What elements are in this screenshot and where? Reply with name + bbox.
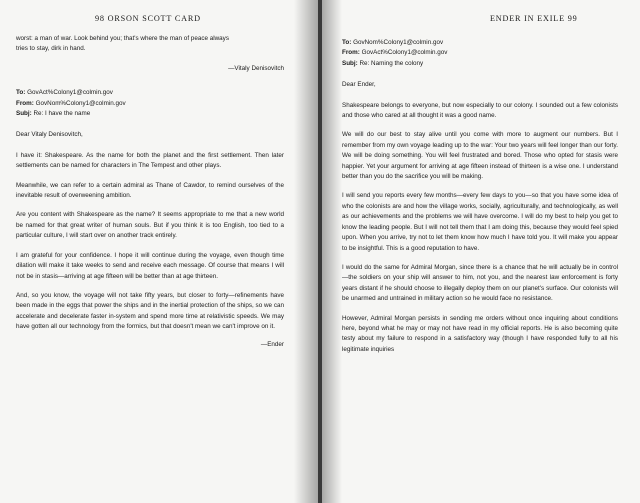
paragraph: However, Admiral Morgan persists in sending me orders without once inquiring about conditions here, beyond what he may or may not have read in my official reports. He is also becoming quite testy about my failure to respond in a satisfactory way (though I have responded fully to all his legitimate inquiries: [342, 314, 618, 353]
book-gutter: [318, 0, 322, 503]
paragraph: Shakespeare belongs to everyone, but now especially to our colony. I sounded out a few colonists and those who cared at all thought it was a good name.: [342, 101, 618, 120]
signature-ender: —Ender: [260, 340, 284, 348]
memo-subj-label: Subj:: [342, 59, 358, 67]
signature-vitaly: —Vitaly Denisovitch: [228, 64, 284, 72]
paragraph: I will send you reports every few months—every few days to you—so that you have some idea of who the colonists are and how the village works, socially, agriculturally, and technologically, as well as our achievements and the problems we will have overcome. I will do my best to help you get to know the leading people. But I will not tell them that I am doing this, because they would feel spied upon. When you arrive, try not to let them know how much I have told you. It will make you appear to be insightful. This is a good reputation to have.: [342, 192, 618, 252]
memo-to-value: GovAct%Colony1@colmin.gov: [27, 89, 113, 97]
memo-subj-value: Re: I have the name: [33, 110, 91, 118]
memo-header-left: [16, 88, 284, 119]
paragraph: I am grateful for your confidence. I hope it will continue during the voyage, even though time dilation will make it take weeks to send and receive each message. Of course that means I will not be in stasis—arriving at age fifteen will be better than at age thirteen.: [16, 251, 284, 280]
right-running-head: ENDER IN EXILE 99: [490, 14, 578, 23]
memo-from-label: From:: [342, 49, 360, 57]
right-page-content: [342, 38, 618, 364]
opening-lines: [16, 34, 284, 55]
right-page: [320, 0, 640, 503]
memo-from-value: GovNom%Colony1@colmin.gov: [35, 99, 126, 107]
memo-to-label: To:: [16, 89, 26, 97]
paragraph: We will do our best to stay alive until you come with more to augment our numbers. But I remember from my own voyage leading up to the war: Your two years will feel longer than our forty. We will be doing something. You will feel frustrated and bored. Those who opted for stasis were happier. Yet your argument for arriving at age fifteen instead of thirteen is a wise one. I understand better than you do the sacrifice you will be making.: [342, 131, 618, 181]
gutter-shadow: [294, 0, 320, 503]
paragraph: I would do the same for Admiral Morgan, since there is a chance that he will actually be in control—the soldiers on your ship will answer to him, not you, and the nearest law enforcement is forty years distant if he should choose to illegally deploy them on our planet's surface. Our colonists will be unarmed and untrained in military action so he would face no resistance.: [342, 263, 618, 303]
paragraph: I have it: Shakespeare. As the name for both the planet and the first settlement. Then later settlements can be named for characters in The Tempest and other plays.: [16, 151, 284, 170]
opening-line: tries to stay, dirk in hand.: [16, 45, 86, 53]
left-running-head: 98 ORSON SCOTT CARD: [95, 14, 201, 23]
paragraph: Meanwhile, we can refer to a certain admiral as Thane of Cawdor, to remind ourselves of the inevitable result of overweening ambition.: [16, 181, 284, 200]
gutter-shadow: [320, 0, 342, 503]
opening-line: worst: a man of war. Look behind you; that's where the man of peace always: [16, 35, 229, 42]
paragraph: And, so you know, the voyage will not take fifty years, but closer to forty—refinements have been made in the eggs that power the ships and in the inertial protection of the ships, so we can accelerate and decelerate faster in-system and spend more time at relativistic speeds. We may have gotten all our technology from the formics, but that doesn't mean we can't improve on it.: [16, 291, 284, 331]
left-page-content: [16, 34, 284, 364]
greeting-left: Dear Vitaly Denisovitch,: [16, 131, 83, 139]
memo-to-value: GovNom%Colony1@colmin.gov: [353, 39, 444, 46]
memo-from-value: GovAct%Colony1@colmin.gov: [361, 49, 448, 57]
memo-to-label: To:: [342, 39, 352, 46]
memo-header-right: [342, 38, 618, 69]
memo-subj-label: Subj:: [16, 110, 32, 118]
greeting-right: Dear Ender,: [342, 81, 376, 89]
memo-from-label: From:: [16, 99, 34, 107]
paragraph: Are you content with Shakespeare as the name? It seems appropriate to me that a new world be named for that great writer of human souls. But if you think it is too English, too tied to a particular culture, I will start over on another track entirely.: [16, 211, 284, 240]
memo-subj-value: Re: Naming the colony: [359, 59, 424, 67]
